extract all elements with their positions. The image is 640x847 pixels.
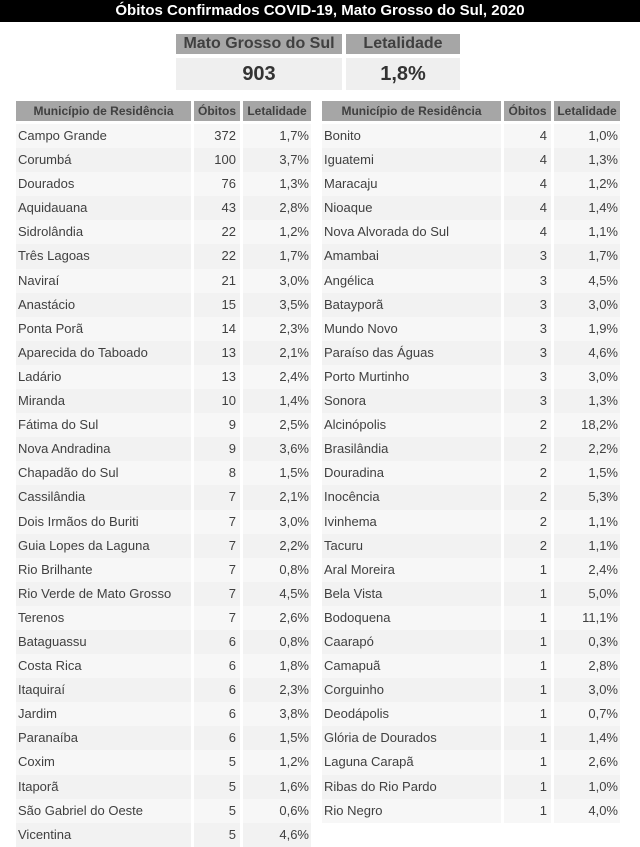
- table-row: [16, 244, 311, 268]
- cell-deaths: 6: [194, 630, 243, 654]
- table-row: [16, 558, 311, 582]
- cell-municipality: Nova Alvorada do Sul: [322, 220, 504, 244]
- table-row: [322, 220, 620, 244]
- cell-deaths: 1: [504, 558, 554, 582]
- cell-municipality: Itaquiraí: [16, 678, 194, 702]
- cell-municipality: Itaporã: [16, 775, 194, 799]
- cell-deaths: 10: [194, 389, 243, 413]
- cell-municipality: Paranaíba: [16, 726, 194, 750]
- cell-deaths: 8: [194, 461, 243, 485]
- table-row: [16, 413, 311, 437]
- cell-lethality: 4,5%: [279, 585, 309, 601]
- cell-deaths: 4: [504, 220, 554, 244]
- cell-deaths: 3: [504, 317, 554, 341]
- cell-lethality: 1,7%: [588, 248, 618, 264]
- table-row: [322, 678, 620, 702]
- cell-municipality: Deodápolis: [322, 702, 504, 726]
- cell-municipality: Dois Irmãos do Buriti: [16, 510, 194, 534]
- cell-lethality: 3,0%: [279, 513, 309, 529]
- table-row: [16, 437, 311, 461]
- cell-lethality: 1,8%: [279, 658, 309, 674]
- cell-deaths: 5: [194, 775, 243, 799]
- cell-deaths: 43: [194, 196, 243, 220]
- cell-lethality: 1,0%: [588, 128, 618, 143]
- cell-municipality: Rio Brilhante: [16, 558, 194, 582]
- cell-municipality: Terenos: [16, 606, 194, 630]
- cell-lethality: 2,1%: [279, 344, 309, 360]
- cell-lethality: 3,0%: [588, 368, 618, 384]
- table-row: [16, 726, 311, 750]
- table-row: [16, 220, 311, 244]
- header-deaths: Óbitos: [504, 101, 554, 121]
- cell-deaths: 15: [194, 293, 243, 317]
- cell-municipality: Coxim: [16, 750, 194, 774]
- summary-total-deaths: 903: [176, 58, 342, 90]
- summary-lethality-label: Letalidade: [346, 34, 460, 54]
- table-row: [16, 341, 311, 365]
- header-deaths: Óbitos: [194, 101, 243, 121]
- cell-deaths: 2: [504, 413, 554, 437]
- table-body: [322, 121, 620, 823]
- table-row: [322, 317, 620, 341]
- table-row: [16, 582, 311, 606]
- table-row: [16, 630, 311, 654]
- table-row: [16, 317, 311, 341]
- table-row: [322, 534, 620, 558]
- cell-lethality: 3,8%: [279, 706, 309, 722]
- cell-lethality: 2,3%: [279, 682, 309, 698]
- table-row: [322, 413, 620, 437]
- table-row: [322, 389, 620, 413]
- cell-lethality: 0,7%: [588, 706, 618, 722]
- cell-municipality: Miranda: [16, 389, 194, 413]
- cell-lethality: 3,0%: [279, 272, 309, 288]
- cell-municipality: Jardim: [16, 702, 194, 726]
- cell-deaths: 1: [504, 799, 554, 823]
- cell-deaths: 3: [504, 244, 554, 268]
- cell-municipality: Naviraí: [16, 269, 194, 293]
- table-row: [16, 196, 311, 220]
- cell-deaths: 13: [194, 365, 243, 389]
- cell-municipality: Aparecida do Taboado: [16, 341, 194, 365]
- cell-lethality: 4,6%: [279, 826, 309, 842]
- cell-municipality: Anastácio: [16, 293, 194, 317]
- cell-lethality: 1,6%: [279, 778, 309, 794]
- cell-municipality: Alcinópolis: [322, 413, 504, 437]
- cell-lethality: 2,2%: [588, 441, 618, 457]
- cell-municipality: Vicentina: [16, 823, 194, 847]
- table-row: [322, 775, 620, 799]
- cell-deaths: 76: [194, 172, 243, 196]
- cell-lethality: 1,3%: [588, 393, 618, 409]
- cell-lethality: 2,8%: [279, 200, 309, 216]
- cell-municipality: Costa Rica: [16, 654, 194, 678]
- cell-deaths: 5: [194, 799, 243, 823]
- cell-municipality: Ribas do Rio Pardo: [322, 775, 504, 799]
- cell-lethality: 2,8%: [588, 658, 618, 674]
- cell-lethality: 0,6%: [279, 802, 309, 818]
- table-row: [16, 461, 311, 485]
- cell-municipality: Ivinhema: [322, 510, 504, 534]
- cell-lethality: 1,1%: [588, 224, 618, 240]
- cell-deaths: 7: [194, 558, 243, 582]
- table-row: [16, 365, 311, 389]
- table-row: [322, 196, 620, 220]
- cell-municipality: Brasilândia: [322, 437, 504, 461]
- cell-deaths: 2: [504, 461, 554, 485]
- table-row: [16, 534, 311, 558]
- cell-deaths: 3: [504, 389, 554, 413]
- cell-municipality: Porto Murtinho: [322, 365, 504, 389]
- table-row: [16, 148, 311, 172]
- summary-region-label: Mato Grosso do Sul: [176, 34, 342, 54]
- cell-municipality: Bataguassu: [16, 630, 194, 654]
- header-municipality: Município de Residência: [16, 101, 194, 121]
- deaths-table-left: [16, 101, 311, 847]
- cell-deaths: 6: [194, 726, 243, 750]
- cell-municipality: Nova Andradina: [16, 437, 194, 461]
- cell-deaths: 14: [194, 317, 243, 341]
- cell-deaths: 5: [194, 750, 243, 774]
- cell-deaths: 1: [504, 775, 554, 799]
- cell-municipality: Sidrolândia: [16, 220, 194, 244]
- cell-deaths: 1: [504, 654, 554, 678]
- cell-municipality: Laguna Carapã: [322, 750, 504, 774]
- cell-lethality: 0,8%: [279, 561, 309, 577]
- cell-lethality: 1,4%: [588, 730, 618, 746]
- cell-deaths: 7: [194, 606, 243, 630]
- table-row: [322, 365, 620, 389]
- table-row: [322, 702, 620, 726]
- cell-municipality: Caarapó: [322, 630, 504, 654]
- cell-municipality: Batayporã: [322, 293, 504, 317]
- header-lethality: Letalidade: [557, 104, 617, 118]
- cell-deaths: 1: [504, 702, 554, 726]
- cell-municipality: Cassilândia: [16, 485, 194, 509]
- table-row: [322, 726, 620, 750]
- cell-municipality: São Gabriel do Oeste: [16, 799, 194, 823]
- cell-lethality: 0,8%: [279, 633, 309, 649]
- cell-deaths: 1: [504, 630, 554, 654]
- cell-lethality: 4,6%: [588, 344, 618, 360]
- table-row: [322, 558, 620, 582]
- cell-deaths: 6: [194, 654, 243, 678]
- table-row: [16, 606, 311, 630]
- cell-deaths: 1: [504, 606, 554, 630]
- cell-lethality: 2,5%: [279, 417, 309, 433]
- cell-lethality: 1,1%: [588, 513, 618, 529]
- table-row: [16, 293, 311, 317]
- cell-municipality: Tacuru: [322, 534, 504, 558]
- table-row: [16, 124, 311, 148]
- cell-deaths: 3: [504, 269, 554, 293]
- table-row: [322, 172, 620, 196]
- cell-lethality: 1,2%: [588, 176, 618, 192]
- cell-lethality: 3,5%: [279, 296, 309, 312]
- table-row: [322, 244, 620, 268]
- table-row: [16, 172, 311, 196]
- table-body: [16, 121, 311, 847]
- cell-deaths: 22: [194, 244, 243, 268]
- cell-lethality: 3,6%: [279, 441, 309, 457]
- cell-municipality: Ponta Porã: [16, 317, 194, 341]
- table-row: [322, 799, 620, 823]
- cell-deaths: 1: [504, 582, 554, 606]
- cell-deaths: 2: [504, 534, 554, 558]
- table-row: [322, 510, 620, 534]
- table-header: [322, 101, 620, 121]
- cell-lethality: 1,7%: [279, 128, 309, 143]
- cell-lethality: 1,7%: [279, 248, 309, 264]
- header-lethality: Letalidade: [247, 104, 307, 118]
- cell-deaths: 4: [504, 124, 554, 148]
- cell-municipality: Três Lagoas: [16, 244, 194, 268]
- cell-lethality: 0,3%: [588, 633, 618, 649]
- cell-lethality: 2,3%: [279, 320, 309, 336]
- cell-deaths: 4: [504, 148, 554, 172]
- cell-deaths: 2: [504, 437, 554, 461]
- cell-deaths: 9: [194, 413, 243, 437]
- cell-deaths: 3: [504, 365, 554, 389]
- cell-municipality: Chapadão do Sul: [16, 461, 194, 485]
- cell-deaths: 3: [504, 293, 554, 317]
- cell-deaths: 1: [504, 678, 554, 702]
- cell-municipality: Maracaju: [322, 172, 504, 196]
- cell-lethality: 1,2%: [279, 754, 309, 770]
- cell-deaths: 1: [504, 750, 554, 774]
- cell-municipality: Rio Negro: [322, 799, 504, 823]
- cell-deaths: 2: [504, 510, 554, 534]
- cell-municipality: Inocência: [322, 485, 504, 509]
- table-row: [322, 148, 620, 172]
- cell-municipality: Bonito: [322, 124, 504, 148]
- cell-municipality: Angélica: [322, 269, 504, 293]
- table-row: [322, 461, 620, 485]
- cell-lethality: 1,2%: [279, 224, 309, 240]
- table-row: [16, 799, 311, 823]
- cell-municipality: Fátima do Sul: [16, 413, 194, 437]
- cell-deaths: 4: [504, 172, 554, 196]
- cell-municipality: Iguatemi: [322, 148, 504, 172]
- cell-lethality: 2,6%: [588, 754, 618, 770]
- table-row: [16, 510, 311, 534]
- cell-municipality: Nioaque: [322, 196, 504, 220]
- cell-municipality: Campo Grande: [16, 124, 194, 148]
- cell-municipality: Aral Moreira: [322, 558, 504, 582]
- cell-lethality: 1,5%: [279, 465, 309, 481]
- cell-lethality: 1,5%: [588, 465, 618, 481]
- cell-municipality: Rio Verde de Mato Grosso: [16, 582, 194, 606]
- cell-deaths: 5: [194, 823, 243, 847]
- cell-municipality: Camapuã: [322, 654, 504, 678]
- cell-lethality: 1,0%: [588, 778, 618, 794]
- cell-deaths: 100: [194, 148, 243, 172]
- cell-lethality: 4,5%: [588, 272, 618, 288]
- table-row: [322, 269, 620, 293]
- cell-lethality: 1,4%: [588, 200, 618, 216]
- table-row: [322, 124, 620, 148]
- table-row: [16, 750, 311, 774]
- table-header: [16, 101, 311, 121]
- cell-deaths: 1: [504, 726, 554, 750]
- page-title: Óbitos Confirmados COVID-19, Mato Grosso do Sul, 2020: [0, 0, 640, 22]
- cell-municipality: Bodoquena: [322, 606, 504, 630]
- table-row: [322, 654, 620, 678]
- cell-municipality: Mundo Novo: [322, 317, 504, 341]
- cell-municipality: Bela Vista: [322, 582, 504, 606]
- table-row: [16, 269, 311, 293]
- table-row: [16, 823, 311, 847]
- cell-deaths: 4: [504, 196, 554, 220]
- cell-deaths: 21: [194, 269, 243, 293]
- cell-deaths: 9: [194, 437, 243, 461]
- cell-lethality: 1,5%: [279, 730, 309, 746]
- cell-municipality: Ladário: [16, 365, 194, 389]
- cell-deaths: 7: [194, 510, 243, 534]
- cell-municipality: Glória de Dourados: [322, 726, 504, 750]
- cell-municipality: Douradina: [322, 461, 504, 485]
- cell-municipality: Dourados: [16, 172, 194, 196]
- cell-municipality: Aquidauana: [16, 196, 194, 220]
- table-row: [322, 341, 620, 365]
- header-municipality: Município de Residência: [322, 101, 504, 121]
- cell-lethality: 2,2%: [279, 537, 309, 553]
- cell-deaths: 6: [194, 702, 243, 726]
- cell-lethality: 1,3%: [588, 152, 618, 168]
- cell-deaths: 7: [194, 534, 243, 558]
- cell-lethality: 1,4%: [279, 393, 309, 409]
- table-row: [16, 775, 311, 799]
- cell-lethality: 3,0%: [588, 682, 618, 698]
- table-row: [322, 485, 620, 509]
- cell-deaths: 7: [194, 485, 243, 509]
- table-row: [322, 630, 620, 654]
- cell-municipality: Corguinho: [322, 678, 504, 702]
- cell-lethality: 2,6%: [279, 609, 309, 625]
- cell-deaths: 2: [504, 485, 554, 509]
- deaths-table-right: [322, 101, 620, 823]
- cell-municipality: Corumbá: [16, 148, 194, 172]
- cell-municipality: Guia Lopes da Laguna: [16, 534, 194, 558]
- table-row: [16, 389, 311, 413]
- cell-lethality: 4,0%: [588, 802, 618, 818]
- cell-deaths: 3: [504, 341, 554, 365]
- cell-lethality: 3,0%: [588, 296, 618, 312]
- cell-lethality: 1,9%: [588, 320, 618, 336]
- table-row: [322, 606, 620, 630]
- cell-lethality: 11,1%: [582, 609, 618, 625]
- summary-lethality-value: 1,8%: [346, 58, 460, 90]
- table-row: [16, 485, 311, 509]
- cell-municipality: Amambai: [322, 244, 504, 268]
- table-row: [16, 654, 311, 678]
- cell-municipality: Sonora: [322, 389, 504, 413]
- cell-lethality: 2,4%: [588, 561, 618, 577]
- cell-deaths: 7: [194, 582, 243, 606]
- cell-deaths: 6: [194, 678, 243, 702]
- table-row: [322, 293, 620, 317]
- cell-lethality: 5,0%: [588, 585, 618, 601]
- table-row: [322, 582, 620, 606]
- cell-deaths: 22: [194, 220, 243, 244]
- table-row: [322, 437, 620, 461]
- table-row: [16, 678, 311, 702]
- cell-lethality: 2,4%: [279, 368, 309, 384]
- cell-lethality: 3,7%: [279, 152, 309, 168]
- cell-deaths: 372: [194, 124, 243, 148]
- cell-lethality: 1,3%: [279, 176, 309, 192]
- cell-lethality: 5,3%: [588, 489, 618, 505]
- cell-lethality: 1,1%: [588, 537, 618, 553]
- table-row: [16, 702, 311, 726]
- cell-deaths: 13: [194, 341, 243, 365]
- cell-municipality: Paraíso das Águas: [322, 341, 504, 365]
- cell-lethality: 2,1%: [279, 489, 309, 505]
- table-row: [322, 750, 620, 774]
- cell-lethality: 18,2%: [581, 417, 618, 433]
